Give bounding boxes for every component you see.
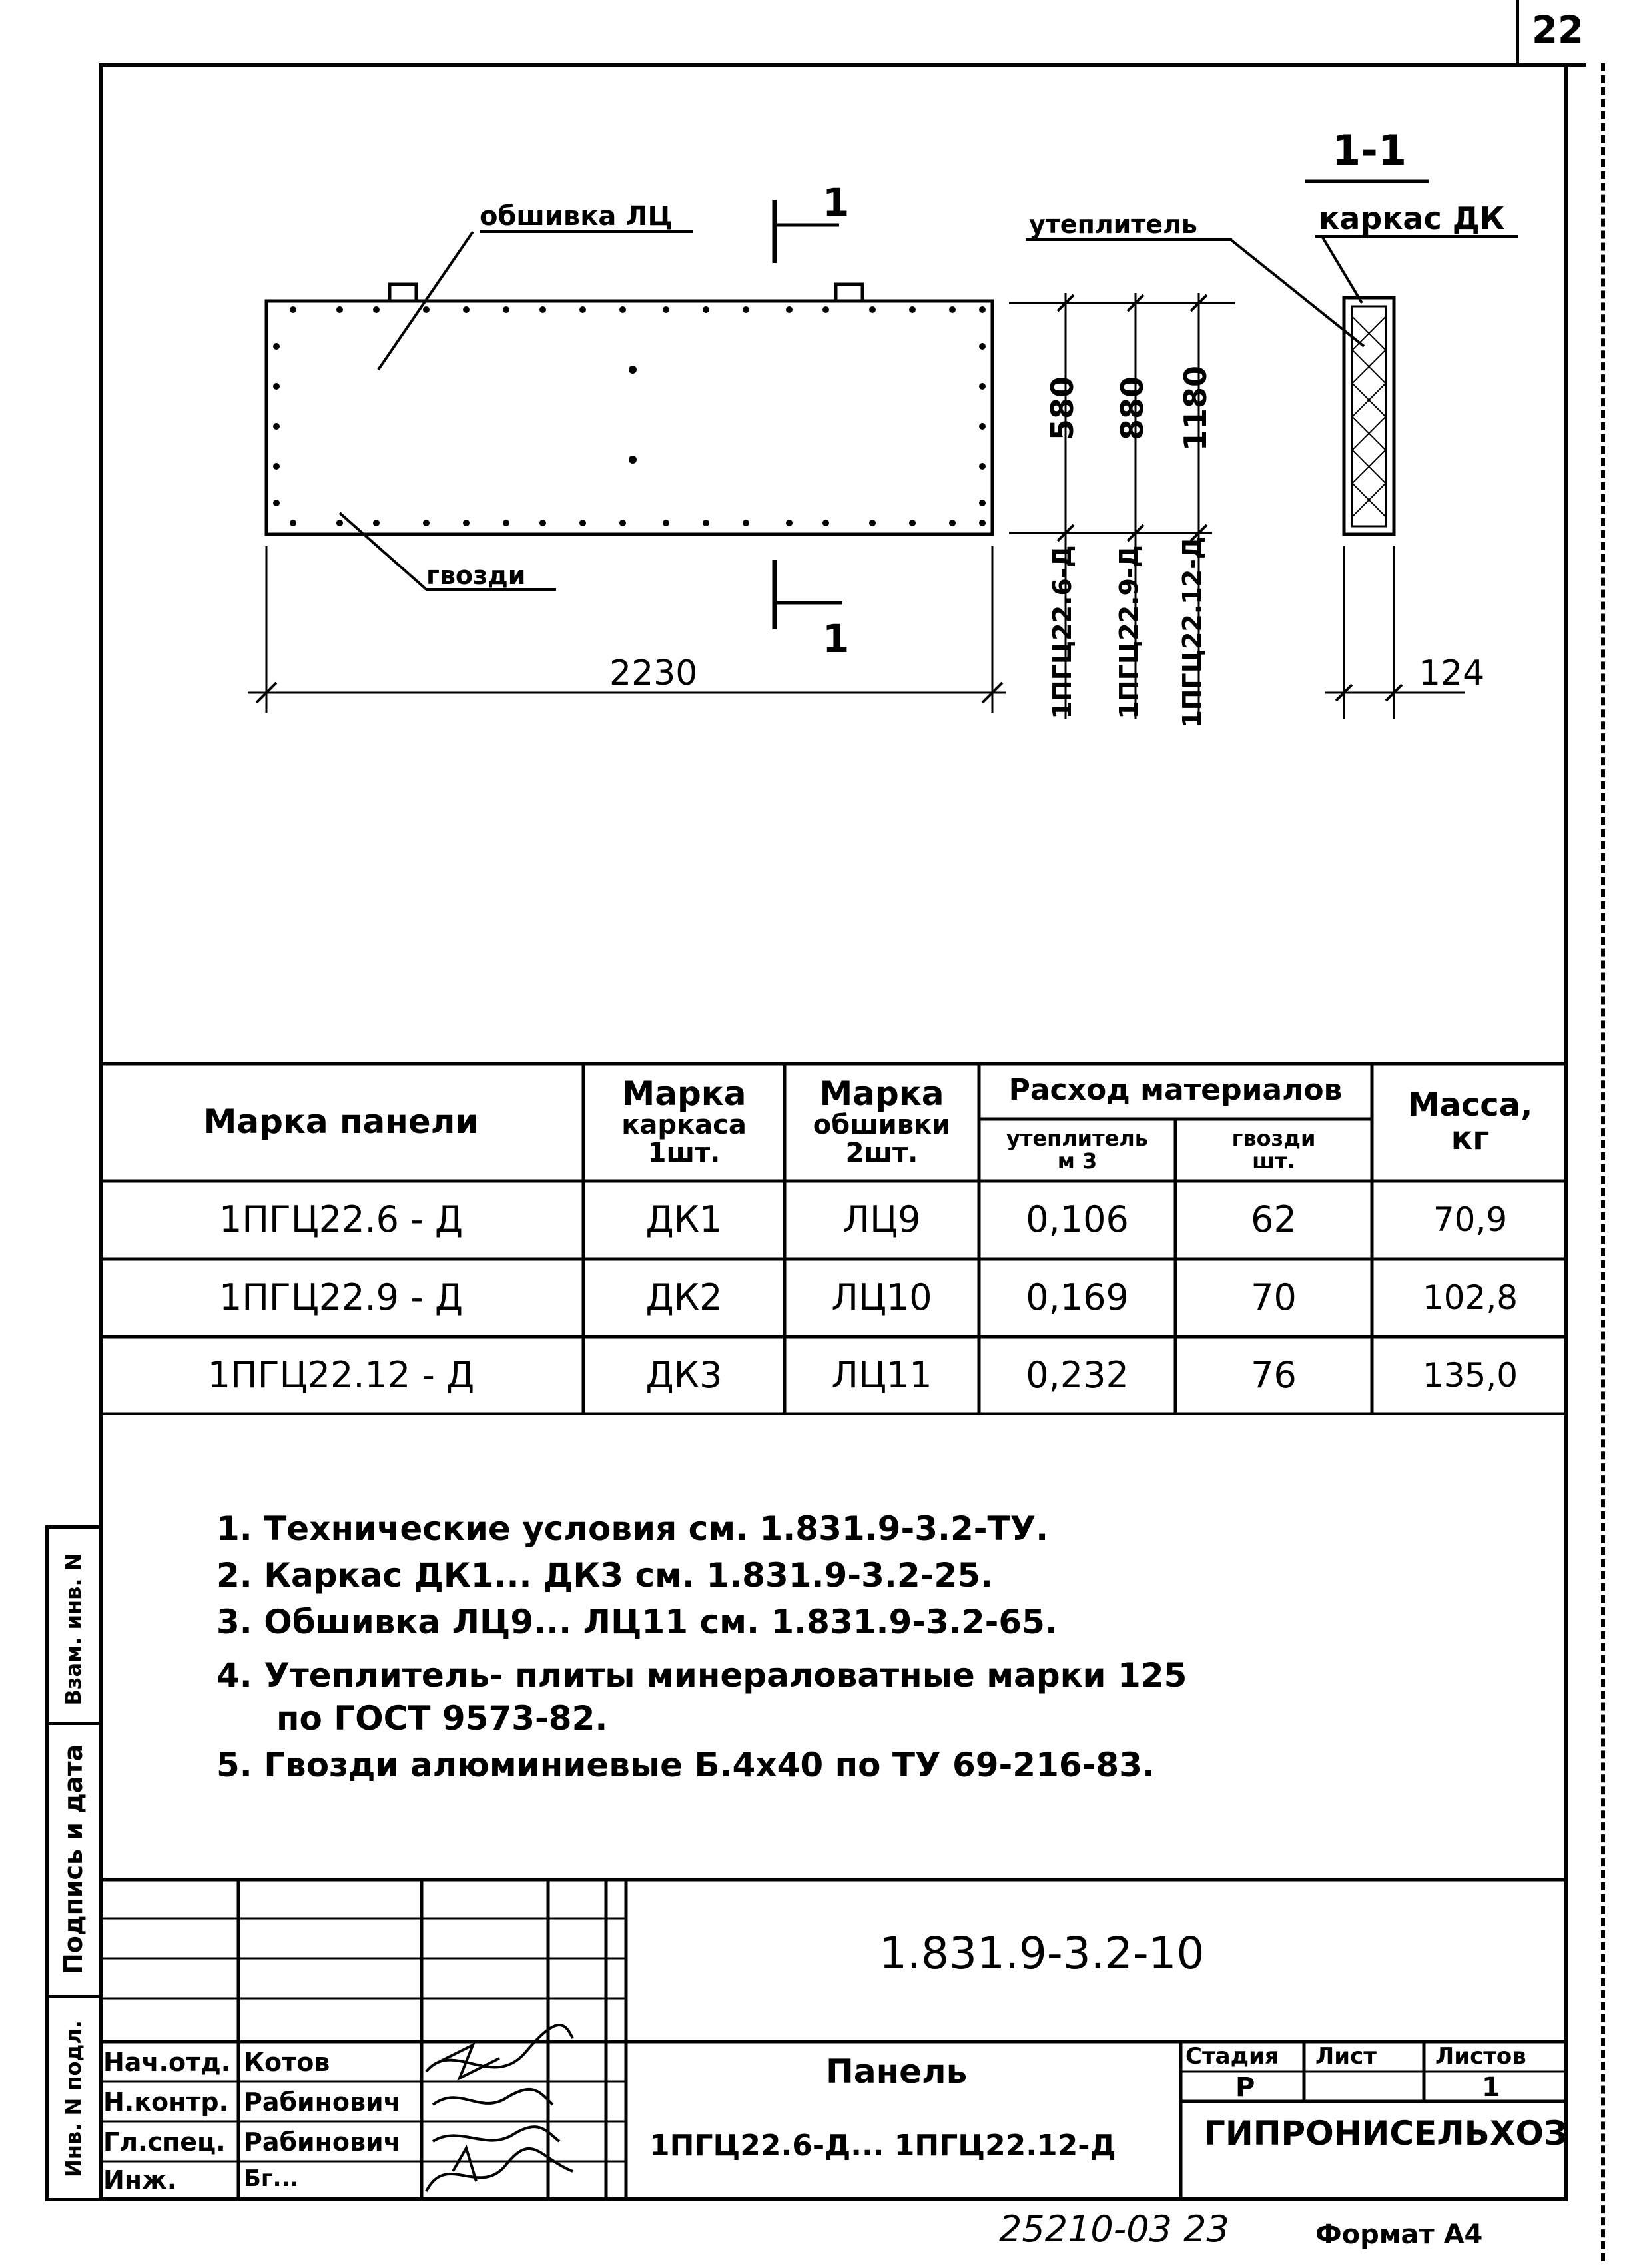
stadiya-value: Р (1235, 2072, 1255, 2103)
row3-obshivka: ЛЦ11 (831, 1353, 932, 1396)
header-massa-l2: кг (1451, 1120, 1490, 1157)
gvozdi-label: гвозди (426, 561, 526, 590)
document-code: 1.831.9-3.2-10 (879, 1928, 1205, 1979)
sig-role-2: Н.контр. (103, 2087, 229, 2117)
title-name-line2: 1ПГЦ22.6-Д... 1ПГЦ22.12-Д (649, 2129, 1116, 2163)
listov-value: 1 (1482, 2072, 1500, 2103)
header-karkas-l2: каркаса (621, 1110, 747, 1141)
list-label: Лист (1315, 2043, 1377, 2070)
sig-role-3: Гл.спец. (103, 2127, 226, 2157)
row2-uteplitel: 0,169 (1026, 1276, 1129, 1319)
row2-massa: 102,8 (1422, 1278, 1518, 1318)
nail-dots (273, 306, 986, 526)
header-karkas-l1: Марка (621, 1074, 747, 1113)
listov-label: Листов (1435, 2043, 1526, 2070)
row3-panel: 1ПГЦ22.12 - Д (207, 1353, 475, 1396)
row1-obshivka: ЛЦ9 (842, 1198, 921, 1241)
side-stamp-vzam: Взам. инв. N (61, 1553, 86, 1706)
dim-mark-1: 1ПГЦ22.6-Д (1048, 545, 1077, 719)
sig-name-2: Рабинович (244, 2087, 401, 2117)
row1-panel: 1ПГЦ22.6 - Д (218, 1198, 464, 1241)
row1-uteplitel: 0,106 (1026, 1198, 1129, 1241)
row3-karkas: ДК3 (645, 1353, 723, 1396)
dim-580: 580 (1044, 376, 1080, 441)
dim-length: 2230 (609, 653, 698, 693)
row2-gvozdi: 70 (1251, 1276, 1297, 1319)
side-stamp-podpis: Подпись и дата (59, 1744, 88, 1974)
side-stamp-divider (45, 1722, 99, 1725)
row3-massa: 135,0 (1422, 1355, 1518, 1395)
note-2: 2. Каркас ДК1... ДК3 см. 1.831.9-3.2-25. (216, 1556, 993, 1595)
sheet-format: Формат А4 (1315, 2219, 1483, 2250)
header-obshivka-l3: 2шт. (845, 1138, 918, 1169)
header-massa-l1: Масса, (1407, 1086, 1533, 1124)
handwritten-signatures (413, 1998, 586, 2198)
side-stamp-divider (45, 1995, 99, 1998)
note-4b: по ГОСТ 9573-82. (276, 1699, 608, 1738)
section-title: 1-1 (1332, 126, 1407, 175)
header-gvozdi (1175, 1119, 1372, 1181)
panel-lug (836, 284, 862, 301)
sig-role-4: Инж. (103, 2165, 177, 2195)
header-rashod: Расход материалов (1008, 1073, 1343, 1108)
row2-karkas: ДК2 (645, 1276, 723, 1319)
header-obshivka (785, 1062, 979, 1181)
header-gvozdi-l1: гвозди (1231, 1125, 1316, 1151)
row1-karkas: ДК1 (645, 1198, 723, 1241)
header-karkas-l3: 1шт. (647, 1138, 721, 1169)
archive-number: 25210-03 23 (999, 2208, 1229, 2250)
stadiya-label: Стадия (1185, 2043, 1279, 2070)
obshivka-label: обшивка ЛЦ (480, 201, 673, 232)
row2-panel: 1ПГЦ22.9 - Д (218, 1276, 464, 1319)
row1-gvozdi: 62 (1251, 1198, 1297, 1241)
sig-name-1: Котов (244, 2048, 330, 2077)
header-uteplitel-l2: м 3 (1057, 1148, 1098, 1174)
header-gvozdi-l2: шт. (1252, 1148, 1295, 1174)
sig-role-1: Нач.отд. (103, 2048, 231, 2077)
header-obshivka-l2: обшивки (813, 1110, 951, 1141)
uteplitel-label: утеплитель (1029, 210, 1197, 239)
dim-1180: 1180 (1177, 365, 1213, 452)
dim-mark-3: 1ПГЦ22.12-Д (1177, 536, 1207, 728)
dim-thickness: 124 (1419, 653, 1485, 693)
header-karkas (583, 1062, 785, 1181)
header-obshivka-l1: Марка (819, 1074, 944, 1113)
note-3: 3. Обшивка ЛЦ9... ЛЦ11 см. 1.831.9-3.2-65. (216, 1603, 1058, 1641)
header-uteplitel-l1: утеплитель (1006, 1125, 1148, 1151)
row2-obshivka: ЛЦ10 (831, 1276, 932, 1319)
side-stamp-inv: Инв. N подл. (61, 2020, 86, 2177)
organization: ГИПРОНИСЕЛЬХОЗ (1204, 2114, 1568, 2153)
sig-name-3: Рабинович (244, 2127, 401, 2157)
dim-880: 880 (1114, 376, 1150, 441)
note-1: 1. Технические условия см. 1.831.9-3.2-ТУ. (216, 1509, 1049, 1548)
spec-table (99, 1062, 1568, 1415)
panel-lug (390, 284, 416, 301)
section-mark-bottom: 1 (822, 616, 850, 661)
sig-name-4: Бг... (244, 2165, 299, 2192)
section-mark-top: 1 (822, 180, 850, 225)
header-uteplitel (979, 1119, 1175, 1181)
note-4: 4. Утеплитель- плиты минераловатные марки 125 (216, 1656, 1187, 1695)
header-panel: Марка панели (203, 1102, 479, 1141)
panel-outline (266, 301, 992, 534)
page-number: 22 (1532, 9, 1584, 52)
dim-mark-2: 1ПГЦ22.9-Д (1114, 545, 1143, 719)
row1-massa: 70,9 (1433, 1200, 1508, 1240)
title-name-line1: Панель (826, 2052, 968, 2091)
header-massa (1372, 1062, 1568, 1181)
row3-gvozdi: 76 (1251, 1353, 1297, 1396)
row3-uteplitel: 0,232 (1026, 1353, 1129, 1396)
note-5: 5. Гвозди алюминиевые Б.4х40 по ТУ 69-216-83. (216, 1746, 1155, 1784)
karkas-label: каркас ДК (1319, 200, 1505, 236)
